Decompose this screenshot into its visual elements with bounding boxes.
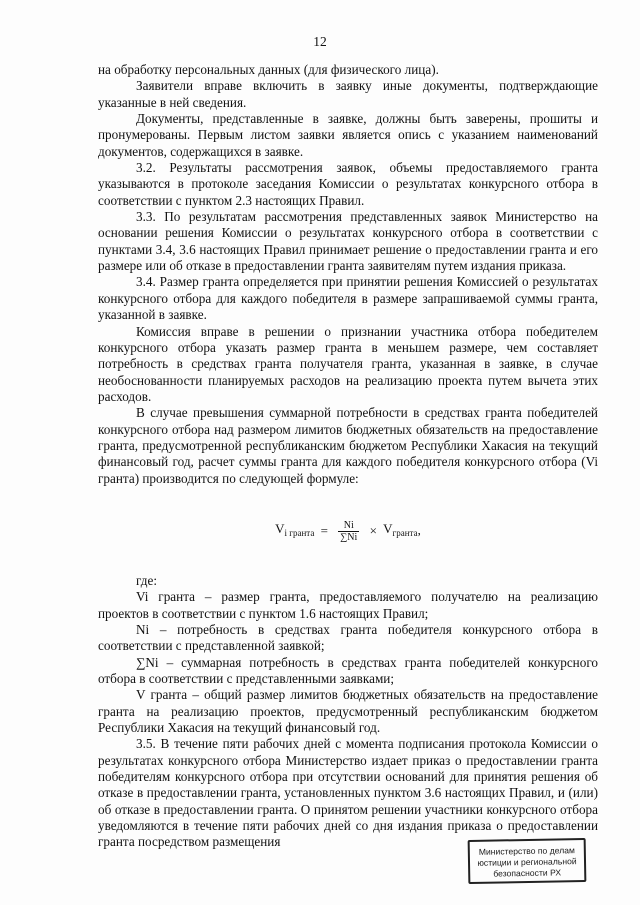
document-body: [98, 62, 598, 851]
formula-comma: ,: [417, 522, 421, 538]
formula-numerator: Ni: [338, 520, 359, 532]
formula-times: ×: [369, 523, 377, 539]
paragraph: на обработку персональных данных (для физического лица).: [98, 62, 439, 77]
paragraph: Заявители вправе включить в заявку иные документы, подтверждающие указанные в ней сведения.: [98, 78, 598, 110]
formula-rhs: $V_{гранта}$: [383, 521, 418, 539]
paragraph: В случае превышения суммарной потребности в средствах гранта победителей конкурсного отбора над размером лимитов бюджетных обязательств на предоставление гранта, предусмотренной республиканским бюджетом Республики Хакасия на текущий финансовый год, расчет суммы гранта для каждого победителя конкурсного отбора (Vi гранта) производится по следующей формуле:: [98, 405, 598, 486]
paragraph: Ni – потребность в средствах гранта победителя конкурсного отбора в соответствии с представленной заявкой;: [98, 621, 598, 654]
formula-fraction: [338, 520, 359, 543]
paragraph: Vi гранта – размер гранта, предоставляемого получателю на реализацию проектов в соответствии с пунктом 1.6 настоящих Правил;: [98, 589, 598, 621]
paragraph: 3.2. Результаты рассмотрения заявок, объемы предоставляемого гранта указываются в протоколе заседания Комиссии о результатах конкурсного отбора в соответствии с пунктом 2.3 настоящих Правил.: [98, 160, 598, 208]
formula-lhs: $V_{i гранта}$: [275, 521, 315, 539]
paragraph: Документы, представленные в заявке, должны быть заверены, прошиты и пронумерованы. Первым листом заявки является опись с указанием наименований документов, содержащихся в заявке.: [98, 111, 598, 159]
paragraph: V гранта – общий размер лимитов бюджетных обязательств на предоставление гранта на реализацию проектов, предусмотренный республиканским бюджетом Республики Хакасия на текущий финансовый год.: [98, 687, 598, 736]
page-number: 12: [313, 34, 327, 49]
stamp-line: юстиции и региональной: [477, 856, 577, 868]
paragraph: ∑Ni – суммарная потребность в средствах гранта победителей конкурсного отбора в соответствии с представленными заявками;: [98, 654, 598, 686]
paragraph: где:: [136, 572, 157, 588]
stamp-line: Министерство по делам: [478, 845, 575, 857]
paragraph: 3.4. Размер гранта определяется при принятии решения Комиссией о результатах конкурсного отбора для каждого победителя в размере запрашиваемой суммы гранта, указанной в заявке.: [98, 274, 598, 323]
grant-formula: [98, 519, 598, 543]
formula-denominator: ∑Ni: [340, 531, 358, 543]
stamp-line: безопасности РХ: [493, 867, 562, 879]
paragraph: 3.5. В течение пяти рабочих дней с момента подписания протокола Комиссии о результатах конкурсного отбора Министерство издает приказ о предоставлении гранта победителям конкурсного отбора при отсутствии оснований для принятия решения об отказе в предоставлении гранта, установленных пунктом 3.6 настоящих Правил, и (или) об отказе в предоставлении гранта. О принятом решении участники конкурсного отбора уведомляются в течение пяти рабочих дней со дня издания приказа о предоставлении гранта посредством размещения: [98, 736, 598, 850]
paragraph: 3.3. По результатам рассмотрения представленных заявок Министерство на основании решения Комиссии о результатах конкурсного отбора в соответствии с пунктами 3.4, 3.6 настоящих Правил принимает решение о предоставлении гранта и его размере или об отказе в предоставлении гранта заявителям путем издания приказа.: [98, 209, 598, 274]
ministry-stamp: [468, 838, 587, 884]
paragraph: Комиссия вправе в решении о признании участника отбора победителем конкурсного отбора указать размер гранта в меньшем размере, чем составляет потребность в средствах гранта получателя гранта, указанная в заявке, в случае необоснованности планируемых расходов на реализацию проекта путем вычета этих расходов.: [98, 323, 598, 404]
formula-equals: =: [320, 523, 328, 539]
